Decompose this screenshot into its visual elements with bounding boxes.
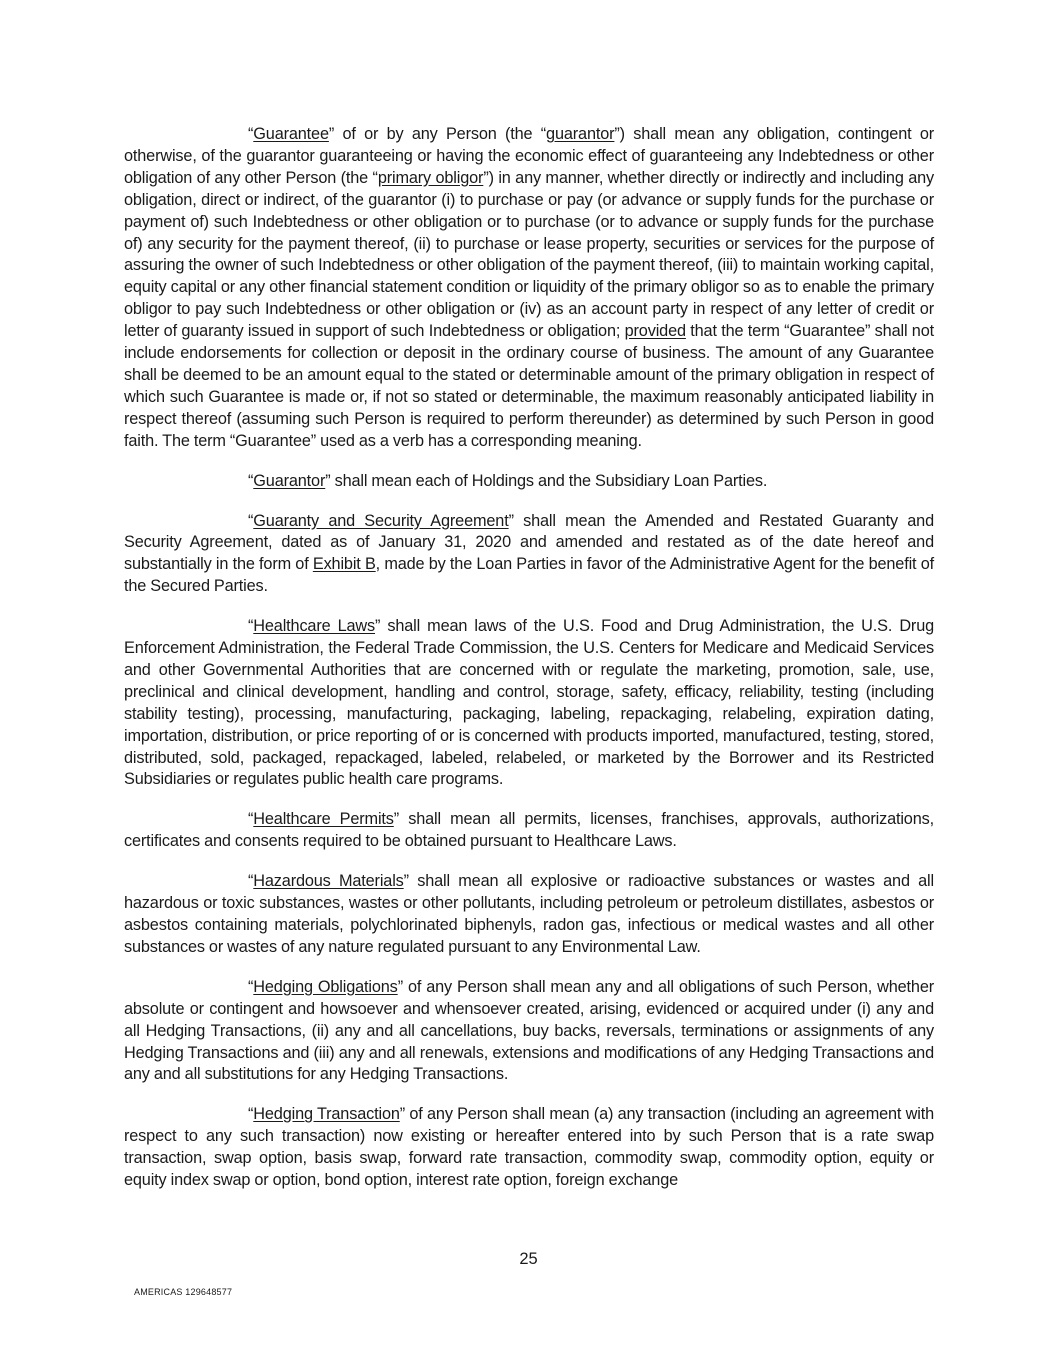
- defined-term: Healthcare Permits: [253, 810, 394, 829]
- definition-paragraph: [124, 1104, 934, 1192]
- definition-text: ” shall mean laws of the U.S. Food and Drug Administration, the U.S. Drug Enforcement Administration, the Federal Trade Commission, the U.S. Centers for Medicare and Medicaid Services and other Governmental Authorities that are concerned with or regulate the marketing, promotion, sale, use, preclinical and clinical development, handling and control, storage, safety, efficacy, reliability, testing (including stability testing), processing, manufacturing, packaging, labeling, repackaging, relabeling, expiration dating, importation, distribution, or price reporting of or is concerned with products imported, manufactured, testing, stored, distributed, sold, packaged, repackaged, labeled, relabeled, or marketed by the Borrower and its Restricted Subsidiaries or regulates public health care programs.: [124, 617, 935, 789]
- definition-text: ” shall mean the Amended and Restated Guaranty and Security Agreement, dated as of January 31, 2020 and amended and restated as of the date hereof and substantially in the form of: [124, 511, 934, 574]
- open-quote: “: [248, 125, 254, 143]
- underlined-reference: primary obligor: [377, 168, 484, 187]
- document-id: AMERICAS 129648577: [134, 1287, 233, 1297]
- open-quote: “: [248, 1105, 254, 1124]
- underlined-reference: guarantor: [546, 125, 615, 143]
- open-quote: “: [248, 872, 254, 891]
- defined-term: Hedging Transaction: [253, 1105, 400, 1124]
- defined-term: Hedging Obligations: [253, 977, 398, 996]
- defined-term: Guarantee: [253, 125, 329, 143]
- definition-text: ” of any Person shall mean any and all obligations of such Person, whether absolute or contingent and howsoever and whensoever created, arising, evidenced or acquired under (i) any and all Hedging Transactions, (ii) any and all cancellations, buy backs, reversals, terminations or assignments of any Hedging Transactions and (iii) any and all renewals, extensions and modifications of any Hedging Transactions and any and all substitutions for any Hedging Transactions.: [124, 977, 935, 1084]
- definition-paragraph: [124, 471, 934, 493]
- definition-paragraph: [124, 511, 934, 599]
- definition-text: ” shall mean each of Holdings and the Subsidiary Loan Parties.: [325, 471, 768, 490]
- definition-paragraph: [124, 977, 934, 1087]
- definition-text: ” shall mean all explosive or radioactive substances or wastes and all hazardous or toxic substances, wastes or other pollutants, including petroleum or petroleum distillates, asbestos or asbestos containing materials, polychlorinated biphenyls, radon gas, infectious or medical wastes and all other substances or wastes of any nature regulated pursuant to any Environmental Law.: [124, 872, 934, 956]
- defined-term: Guarantor: [253, 471, 326, 490]
- definition-paragraph: [124, 809, 934, 853]
- open-quote: “: [248, 810, 254, 829]
- document-body: [124, 124, 934, 1210]
- defined-term: Healthcare Laws: [253, 617, 376, 636]
- open-quote: “: [248, 471, 254, 490]
- definition-paragraph: [124, 871, 934, 959]
- page-number: 25: [519, 1250, 538, 1268]
- definition-text: ” of or by any Person (the “: [328, 125, 547, 143]
- definition-text: ” of any Person shall mean (a) any transaction (including an agreement with respect to any such transaction) now existing or hereafter entered into by such Person that is a rate swap transaction, swap option, basis swap, forward rate transaction, commodity swap, commodity option, equity or equity index swap or option, bond option, interest rate option, foreign exchange: [124, 1105, 935, 1190]
- underlined-reference: Exhibit B: [312, 555, 376, 574]
- definition-text: ” shall mean all permits, licenses, franchises, approvals, authorizations, certificates and consents required to be obtained pursuant to Healthcare Laws.: [124, 810, 934, 851]
- open-quote: “: [248, 617, 254, 636]
- open-quote: “: [248, 511, 254, 530]
- defined-term: Guaranty and Security Agreement: [253, 511, 509, 530]
- definition-paragraph: [124, 124, 934, 453]
- definition-text: that the term “Guarantee” shall not include endorsements for collection or deposit in the ordinary course of business. The amount of any Guarantee shall be deemed to be an amount equal to the stated or determinable amount of the primary obligation in respect of which such Guarantee is made or, if not so stated or determinable, the maximum reasonably anticipated liability in respect thereof (assuming such Person is required to perform thereunder) as determined by such Person in good faith. The term “Guarantee” used as a verb has a corresponding meaning.: [124, 322, 934, 450]
- underlined-reference: provided: [624, 322, 686, 341]
- definition-paragraph: [124, 616, 934, 791]
- definition-text: ”) in any manner, whether directly or indirectly and including any obligation, direct or indirect, of the guarantor (i) to purchase or pay (or advance or supply funds for the purchase or payment of) such Indebtedness or other obligation or to purchase (or to advance or supply funds for the purchase of) any security for the payment thereof, (ii) to purchase or lease property, securities or services for the purpose of assuring the owner of such Indebtedness or other obligation of the payment thereof, (iii) to maintain working capital, equity capital or any other financial statement condition or liquidity of the primary obligor so as to enable the primary obligor to pay such Indebtedness or other obligation or (iv) as an account party in respect of any letter of credit or letter of guaranty issued in support of such Indebtedness or obligation;: [124, 168, 935, 341]
- defined-term: Hazardous Materials: [253, 872, 404, 891]
- definition-text: ”) shall mean any obligation, contingent or otherwise, of the guarantor guaranteeing or having the economic effect of guaranteeing any Indebtedness or other obligation of any other Person (the “: [124, 125, 934, 187]
- open-quote: “: [248, 977, 254, 996]
- definition-text: , made by the Loan Parties in favor of the Administrative Agent for the benefit of the Secured Parties.: [124, 555, 934, 596]
